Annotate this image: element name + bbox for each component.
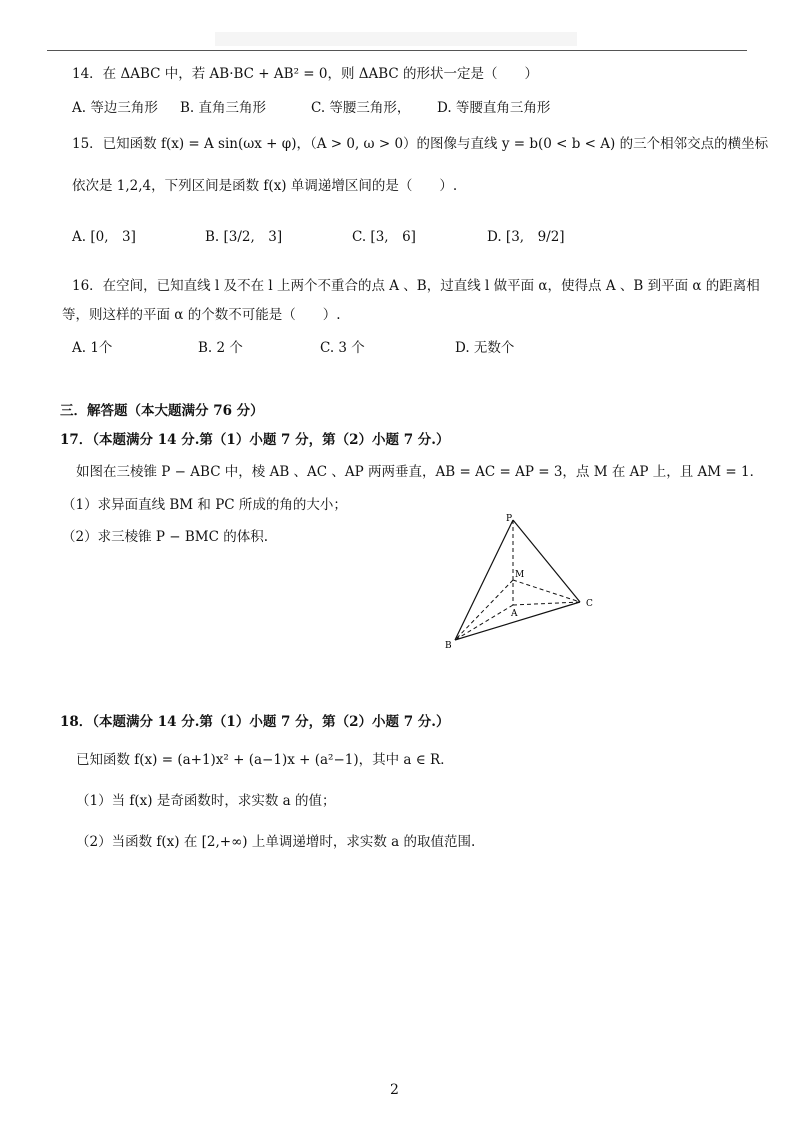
q15-option-b: B. [3/2, 3] <box>205 229 283 245</box>
q15-option-a: A. [0, 3] <box>72 229 136 245</box>
q16-option-b: B. 2 个 <box>198 340 243 356</box>
section-title: 三．解答题（本大题满分 76 分） <box>60 403 264 419</box>
q17-body: 如图在三棱锥 P − ABC 中，棱 AB 、AC 、AP 两两垂直，AB = AC = AP = 3，点 M 在 AP 上，且 AM = 1． <box>76 464 764 480</box>
q17-part2: （2）求三棱锥 P − BMC 的体积. <box>62 529 269 545</box>
q15-stem: 15．已知函数 f(x) = A sin(ωx + φ)，（A > 0, ω > 0）的图像与直线 y = b(0 < b < A) 的三个相邻交点的横坐标 <box>72 136 769 152</box>
q15-option-d: D. [3, 9/2] <box>487 229 565 245</box>
header-band <box>215 32 577 46</box>
page-number: 2 <box>390 1082 399 1098</box>
edge-pc <box>513 520 580 602</box>
q16-option-a: A. 1个 <box>72 340 113 356</box>
q15-stem-line2: 依次是 1,2,4，下列区间是函数 f(x) 单调递增区间的是（ ）. <box>72 178 458 194</box>
label-c: C <box>586 599 593 609</box>
q17-heading: 17．（本题满分 14 分.第（1）小题 7 分，第（2）小题 7 分.） <box>60 432 450 448</box>
q18-part2: （2）当函数 f(x) 在 [2,+∞) 上单调递增时，求实数 a 的取值范围. <box>76 834 476 850</box>
q18-heading: 18．（本题满分 14 分.第（1）小题 7 分，第（2）小题 7 分.） <box>60 714 450 730</box>
q14-stem: 14．在 ΔABC 中，若 AB·BC + AB² = 0，则 ΔABC 的形状一定是（ ） <box>72 66 539 82</box>
label-b: B <box>445 641 452 650</box>
q18-part1: （1）当 f(x) 是奇函数时，求实数 a 的值； <box>76 793 336 809</box>
q18-body: 已知函数 f(x) = (a+1)x² + (a−1)x + (a²−1)，其中 a ∈ R． <box>76 752 454 768</box>
segment-mc <box>513 580 580 602</box>
q17-part1: （1）求异面直线 BM 和 PC 所成的角的大小； <box>62 497 347 513</box>
edge-pb <box>455 520 513 640</box>
label-m: M <box>515 570 525 580</box>
q14-option-b: B. 直角三角形 <box>180 100 267 116</box>
pyramid-figure <box>440 510 610 650</box>
q16-option-c: C. 3 个 <box>320 340 365 356</box>
q15-option-c: C. [3, 6] <box>352 229 416 245</box>
label-p: P <box>506 514 513 524</box>
q16-option-d: D. 无数个 <box>455 340 515 356</box>
q16-stem-line2: 等，则这样的平面 α 的个数不可能是（ ）. <box>62 307 341 323</box>
q16-stem: 16．在空间，已知直线 l 及不在 l 上两个不重合的点 A 、B，过直线 l 做平面 α，使得点 A 、B 到平面 α 的距离相 <box>72 278 760 294</box>
q14-option-a: A. 等边三角形 <box>72 100 158 116</box>
label-a: A <box>511 609 518 619</box>
q14-option-d: D. 等腰直角三角形 <box>437 100 551 116</box>
header-rule <box>47 50 747 51</box>
q14-option-c: C. 等腰三角形， <box>311 100 411 116</box>
